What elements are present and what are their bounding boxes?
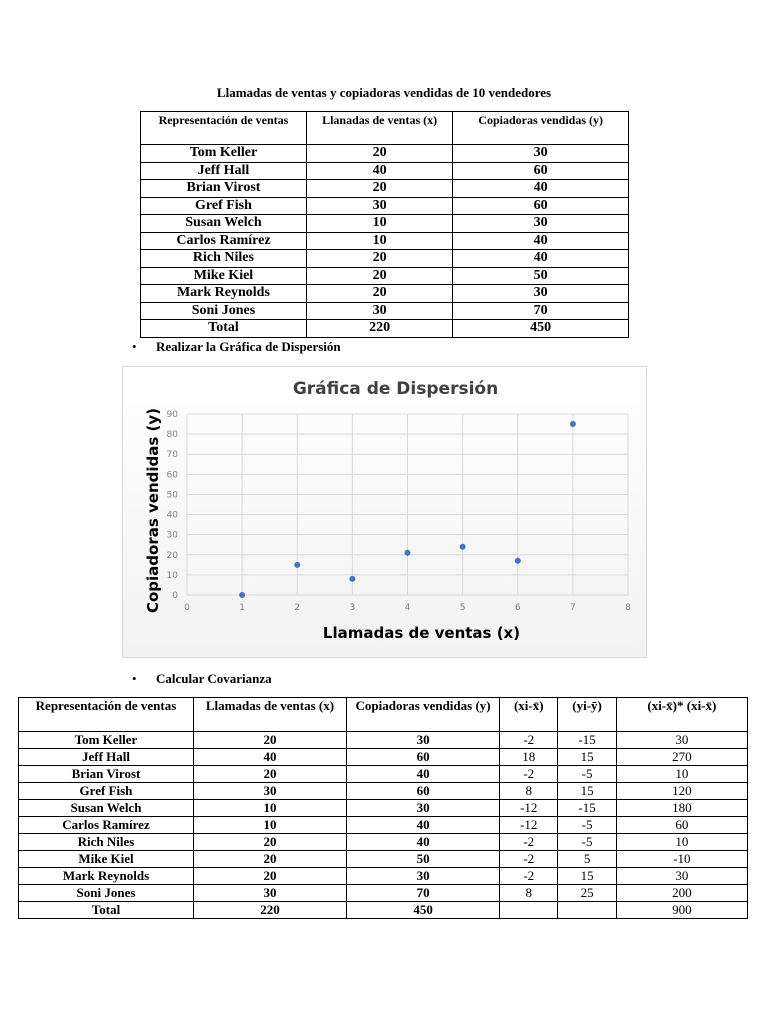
table-cell: 25 <box>558 885 616 902</box>
table-cell: 10 <box>306 215 452 233</box>
table-cell: 10 <box>306 232 452 250</box>
table-cell: 70 <box>347 885 500 902</box>
table-cell: -5 <box>558 834 616 851</box>
data-point <box>239 592 245 598</box>
table-cell: 40 <box>347 834 500 851</box>
header-copiers: Copiadoras vendidas (y) <box>453 112 629 145</box>
table-cell: 20 <box>306 250 452 268</box>
table-cell: 40 <box>453 232 629 250</box>
table-cell: 15 <box>558 868 616 885</box>
table-row <box>141 320 629 338</box>
x-tick-label: 8 <box>625 603 631 613</box>
table-cell: 10 <box>193 800 346 817</box>
data-point <box>294 562 300 568</box>
table-cell: -2 <box>500 834 558 851</box>
covariance-table-body <box>19 732 748 919</box>
table-cell: Tom Keller <box>141 145 307 163</box>
covariance-table <box>18 697 748 919</box>
x-axis-label: Llamadas de ventas (x) <box>322 624 521 642</box>
chart-title: Gráfica de Dispersión <box>292 379 499 399</box>
table-cell: 30 <box>193 885 346 902</box>
header-product: (xi-x̄)* (xi-x̄) <box>616 698 747 732</box>
table-row <box>141 267 629 285</box>
header-rep: Representación de ventas <box>19 698 194 732</box>
table-row <box>141 215 629 233</box>
table-cell: 30 <box>306 302 452 320</box>
header-calls: Llamadas de ventas (x) <box>193 698 346 732</box>
table-cell: Total <box>141 320 307 338</box>
table-cell: -2 <box>500 732 558 749</box>
table-cell: 40 <box>453 250 629 268</box>
scatter-chart <box>122 366 647 658</box>
table-row <box>141 145 629 163</box>
scatter-chart-svg <box>123 367 646 657</box>
bullet-text: Calcular Covarianza <box>156 671 272 686</box>
data-point <box>460 544 466 550</box>
table-cell: 15 <box>558 783 616 800</box>
table-cell: Mark Reynolds <box>141 285 307 303</box>
bullet-covariance-task <box>132 671 272 687</box>
table-row <box>19 851 748 868</box>
table-cell: 20 <box>193 766 346 783</box>
y-tick-label: 80 <box>166 430 178 441</box>
table-row <box>141 180 629 198</box>
table-cell: Jeff Hall <box>141 162 307 180</box>
table-cell: 60 <box>453 162 629 180</box>
table-cell: 60 <box>453 197 629 215</box>
table-header-row <box>19 698 748 732</box>
table-row <box>141 302 629 320</box>
table-cell: -2 <box>500 766 558 783</box>
table-cell: Susan Welch <box>141 215 307 233</box>
header-calls: Llanadas de ventas (x) <box>306 112 452 145</box>
table-cell: Gref Fish <box>141 197 307 215</box>
table-cell: -10 <box>616 851 747 868</box>
y-tick-label: 20 <box>166 550 178 561</box>
table-cell: 30 <box>347 800 500 817</box>
table-cell: 60 <box>347 749 500 766</box>
table-cell: Soni Jones <box>141 302 307 320</box>
table-cell: 50 <box>347 851 500 868</box>
x-tick-label: 7 <box>570 603 576 613</box>
y-tick-label: 70 <box>166 450 178 461</box>
table-cell: 40 <box>347 817 500 834</box>
table-cell: 10 <box>616 834 747 851</box>
table-cell: Tom Keller <box>19 732 194 749</box>
y-tick-label: 60 <box>166 470 178 481</box>
table-cell: 220 <box>306 320 452 338</box>
table-row <box>141 162 629 180</box>
x-tick-label: 6 <box>514 603 521 613</box>
sales-table <box>140 111 629 338</box>
header-x-dev: (xi-x̄) <box>500 698 558 732</box>
table-cell: -2 <box>500 868 558 885</box>
table-cell: Rich Niles <box>141 250 307 268</box>
table-row <box>19 749 748 766</box>
table-row <box>19 902 748 919</box>
table-cell: 15 <box>558 749 616 766</box>
table-cell: 60 <box>616 817 747 834</box>
table-cell: Rich Niles <box>19 834 194 851</box>
table-cell: Susan Welch <box>19 800 194 817</box>
y-tick-label: 90 <box>166 410 178 420</box>
table-cell: 20 <box>306 267 452 285</box>
table-cell: Total <box>19 902 194 919</box>
table-cell: 30 <box>616 868 747 885</box>
data-point <box>515 558 521 564</box>
table-cell: 30 <box>453 145 629 163</box>
y-tick-label: 40 <box>166 510 178 521</box>
table-cell: 40 <box>306 162 452 180</box>
table-row <box>141 285 629 303</box>
table-row <box>19 834 748 851</box>
table-cell: -15 <box>558 800 616 817</box>
data-point <box>405 550 411 556</box>
table-cell: Carlos Ramírez <box>141 232 307 250</box>
table-row <box>19 800 748 817</box>
table-cell: 40 <box>347 766 500 783</box>
table-row <box>19 817 748 834</box>
header-copiers: Copiadoras vendidas (y) <box>347 698 500 732</box>
table-row <box>19 732 748 749</box>
data-point <box>349 576 355 582</box>
x-tick-label: 1 <box>239 603 245 613</box>
table-cell: -5 <box>558 817 616 834</box>
table-row <box>141 250 629 268</box>
table-cell <box>558 902 616 919</box>
y-axis-label: Copiadoras vendidas (y) <box>144 407 162 614</box>
table-cell: 50 <box>453 267 629 285</box>
table-row <box>141 197 629 215</box>
table-cell: 20 <box>193 851 346 868</box>
bullet-text: Realizar la Gráfica de Dispersión <box>156 339 341 354</box>
table-cell: 40 <box>453 180 629 198</box>
table-cell: -15 <box>558 732 616 749</box>
table-cell: -2 <box>500 851 558 868</box>
table-cell: Gref Fish <box>19 783 194 800</box>
table-cell: 70 <box>453 302 629 320</box>
table-cell: 30 <box>193 783 346 800</box>
table-cell: 20 <box>306 180 452 198</box>
header-rep: Representación de ventas <box>141 112 307 145</box>
table-cell: Jeff Hall <box>19 749 194 766</box>
table-cell: 30 <box>347 868 500 885</box>
x-tick-label: 5 <box>459 603 466 613</box>
sales-table-body <box>141 145 629 338</box>
table-cell: 450 <box>453 320 629 338</box>
table-cell: 18 <box>500 749 558 766</box>
table-cell: 30 <box>453 285 629 303</box>
table-cell <box>500 902 558 919</box>
table-cell: Brian Virost <box>141 180 307 198</box>
bullet-scatter-task <box>132 339 341 355</box>
table-cell: Mike Kiel <box>141 267 307 285</box>
table-cell: 8 <box>500 783 558 800</box>
table-cell: -12 <box>500 817 558 834</box>
table-cell: 10 <box>193 817 346 834</box>
y-tick-label: 0 <box>172 591 178 601</box>
x-tick-label: 3 <box>349 603 356 613</box>
table-row <box>19 868 748 885</box>
table-row <box>19 885 748 902</box>
table-cell: 900 <box>616 902 747 919</box>
table-cell: 30 <box>347 732 500 749</box>
table-cell: 20 <box>306 145 452 163</box>
table-row <box>141 232 629 250</box>
table-cell: Carlos Ramírez <box>19 817 194 834</box>
table-cell: 30 <box>453 215 629 233</box>
table-cell: -5 <box>558 766 616 783</box>
x-tick-label: 2 <box>294 603 301 613</box>
table-cell: 180 <box>616 800 747 817</box>
table-cell: 270 <box>616 749 747 766</box>
table-cell: 20 <box>193 868 346 885</box>
table-cell: 120 <box>616 783 747 800</box>
data-point <box>570 421 576 427</box>
table-cell: Mark Reynolds <box>19 868 194 885</box>
table-cell: 40 <box>193 749 346 766</box>
table-cell: 5 <box>558 851 616 868</box>
x-tick-label: 0 <box>184 603 190 613</box>
table-header-row <box>141 112 629 145</box>
table1-title: Llamadas de ventas y copiadoras vendidas de 10 vendedores <box>216 85 552 100</box>
table-cell: -12 <box>500 800 558 817</box>
table-cell: 10 <box>616 766 747 783</box>
y-tick-label: 10 <box>166 570 178 581</box>
table-cell: Mike Kiel <box>19 851 194 868</box>
table-cell: 20 <box>306 285 452 303</box>
table-cell: 30 <box>616 732 747 749</box>
table-row <box>19 766 748 783</box>
table-cell: 200 <box>616 885 747 902</box>
table-cell: Brian Virost <box>19 766 194 783</box>
header-y-dev: (yi-ȳ) <box>558 698 616 732</box>
table-cell: 8 <box>500 885 558 902</box>
table-cell: 60 <box>347 783 500 800</box>
x-tick-label: 4 <box>404 603 411 613</box>
bullet-dot: • <box>132 671 137 686</box>
table-cell: 220 <box>193 902 346 919</box>
table-cell: 20 <box>193 834 346 851</box>
y-tick-label: 50 <box>166 490 178 501</box>
y-tick-label: 30 <box>166 530 178 541</box>
table-cell: 20 <box>193 732 346 749</box>
table-cell: 450 <box>347 902 500 919</box>
bullet-dot: • <box>132 339 137 354</box>
table-cell: 30 <box>306 197 452 215</box>
table-cell: Soni Jones <box>19 885 194 902</box>
table-row <box>19 783 748 800</box>
